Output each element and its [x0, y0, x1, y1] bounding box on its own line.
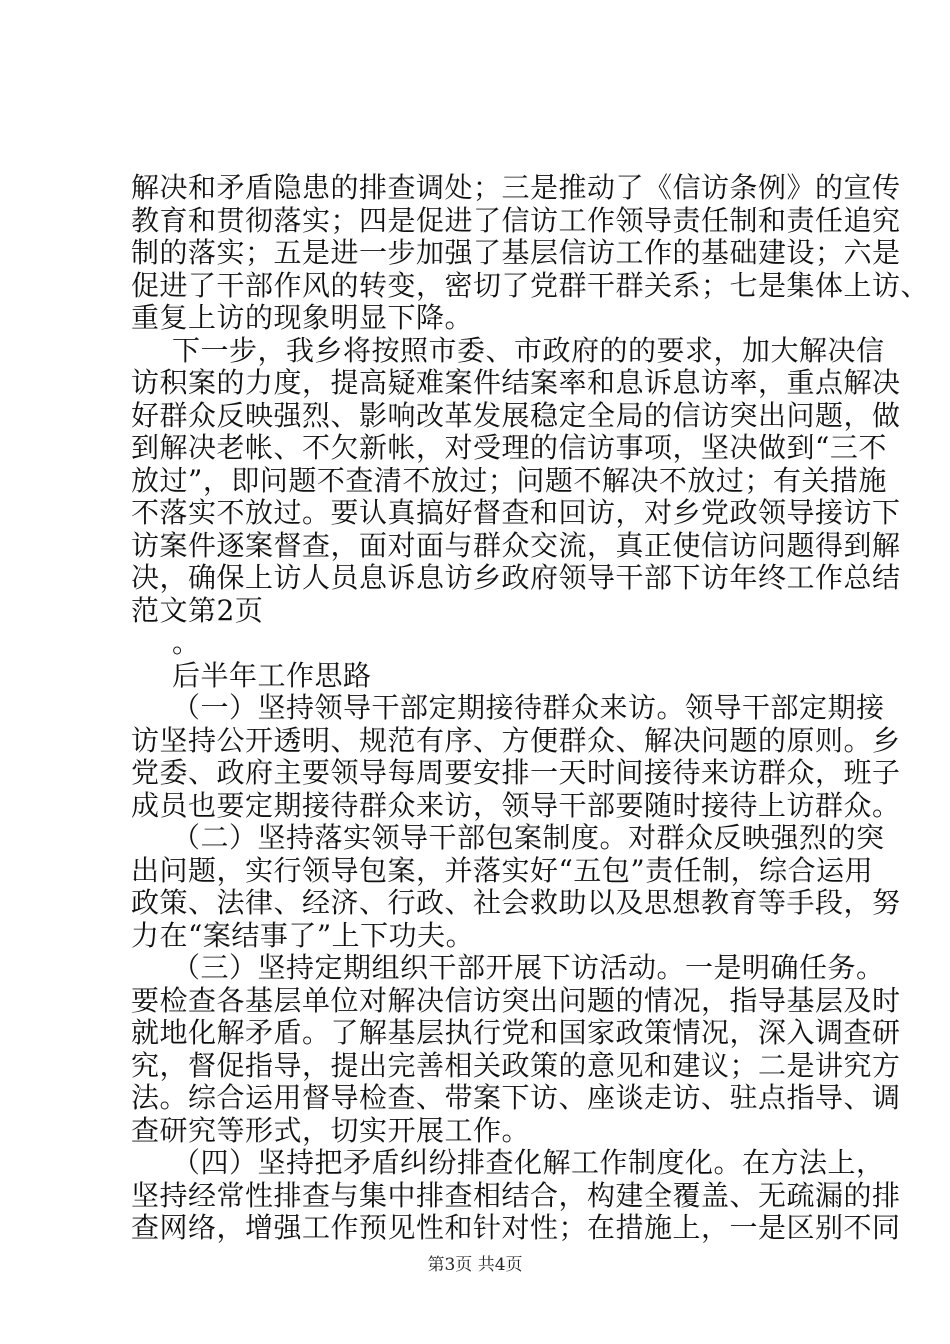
- text-line: （二）坚持落实领导干部包案制度。对群众反映强烈的突: [172, 821, 885, 854]
- text-line: 下一步，我乡将按照市委、市政府的的要求，加大解决信: [172, 333, 885, 367]
- text-line: 解决和矛盾隐患的排查调处；三是推动了《信访条例》的宣传: [131, 171, 901, 204]
- text-line: 出问题，实行领导包案，并落实好“五包”责任制，综合运用: [131, 853, 874, 887]
- page-footer: 第3页 共4页: [427, 1255, 523, 1275]
- text-line: 党委、政府主要领导每周要安排一天时间接待来访群众，班子: [131, 756, 901, 789]
- text-line: 访积案的力度，提高疑难案件结案率和息诉息访率，重点解决: [131, 366, 901, 399]
- text-line: （四）坚持把矛盾纠纷排查化解工作制度化。在方法上，: [172, 1146, 885, 1179]
- text-line: 不落实不放过。要认真搞好督查和回访，对乡党政领导接访下: [131, 496, 901, 529]
- text-line: 访坚持公开透明、规范有序、方便群众、解决问题的原则。乡: [131, 723, 901, 757]
- text-line: 教育和贯彻落实；四是促进了信访工作领导责任制和责任追究: [131, 203, 901, 237]
- text-line: 促进了干部作风的转变，密切了党群干群关系；七是集体上访、: [131, 268, 930, 302]
- text-line: 决，确保上访人员息诉息访乡政府领导干部下访年终工作总结: [131, 561, 901, 594]
- text-line: 究，督促指导，提出完善相关政策的意见和建议；二是讲究方: [131, 1048, 901, 1082]
- text-line: 。: [172, 626, 201, 659]
- text-line: 法。综合运用督导检查、带案下访、座谈走访、驻点指导、调: [131, 1081, 901, 1114]
- text-line: 查网络，增强工作预见性和针对性；在措施上，一是区别不同: [131, 1211, 901, 1244]
- text-line: 要检查各基层单位对解决信访突出问题的情况，指导基层及时: [131, 983, 901, 1017]
- text-line: （一）坚持领导干部定期接待群众来访。领导干部定期接: [172, 691, 885, 724]
- text-line: 放过”，即问题不查清不放过；问题不解决不放过；有关措施: [131, 463, 887, 497]
- section-heading: 后半年工作思路: [172, 658, 372, 692]
- text-line: 范文第2页: [131, 593, 264, 627]
- text-line: 政策、法律、经济、行政、社会救助以及思想教育等手段，努: [131, 886, 901, 919]
- text-line: 好群众反映强烈、影响改革发展稳定全局的信访突出问题，做: [131, 398, 901, 432]
- text-line: 坚持经常性排查与集中排查相结合，构建全覆盖、无疏漏的排: [131, 1178, 901, 1212]
- text-line: 查研究等形式，切实开展工作。: [131, 1113, 531, 1147]
- text-line: 到解决老帐、不欠新帐，对受理的信访事项，坚决做到“三不: [131, 431, 887, 464]
- text-line: 成员也要定期接待群众来访，领导干部要随时接待上访群众。: [131, 788, 901, 822]
- text-line: （三）坚持定期组织干部开展下访活动。一是明确任务。: [172, 951, 885, 984]
- text-line: 重复上访的现象明显下降。: [131, 301, 474, 334]
- text-line: 制的落实；五是进一步加强了基层信访工作的基础建设；六是: [131, 236, 901, 269]
- text-line: 就地化解矛盾。了解基层执行党和国家政策情况，深入调查研: [131, 1016, 901, 1049]
- text-line: 力在“案结事了”上下功夫。: [131, 918, 475, 952]
- text-line: 访案件逐案督查，面对面与群众交流，真正使信访问题得到解: [131, 528, 901, 562]
